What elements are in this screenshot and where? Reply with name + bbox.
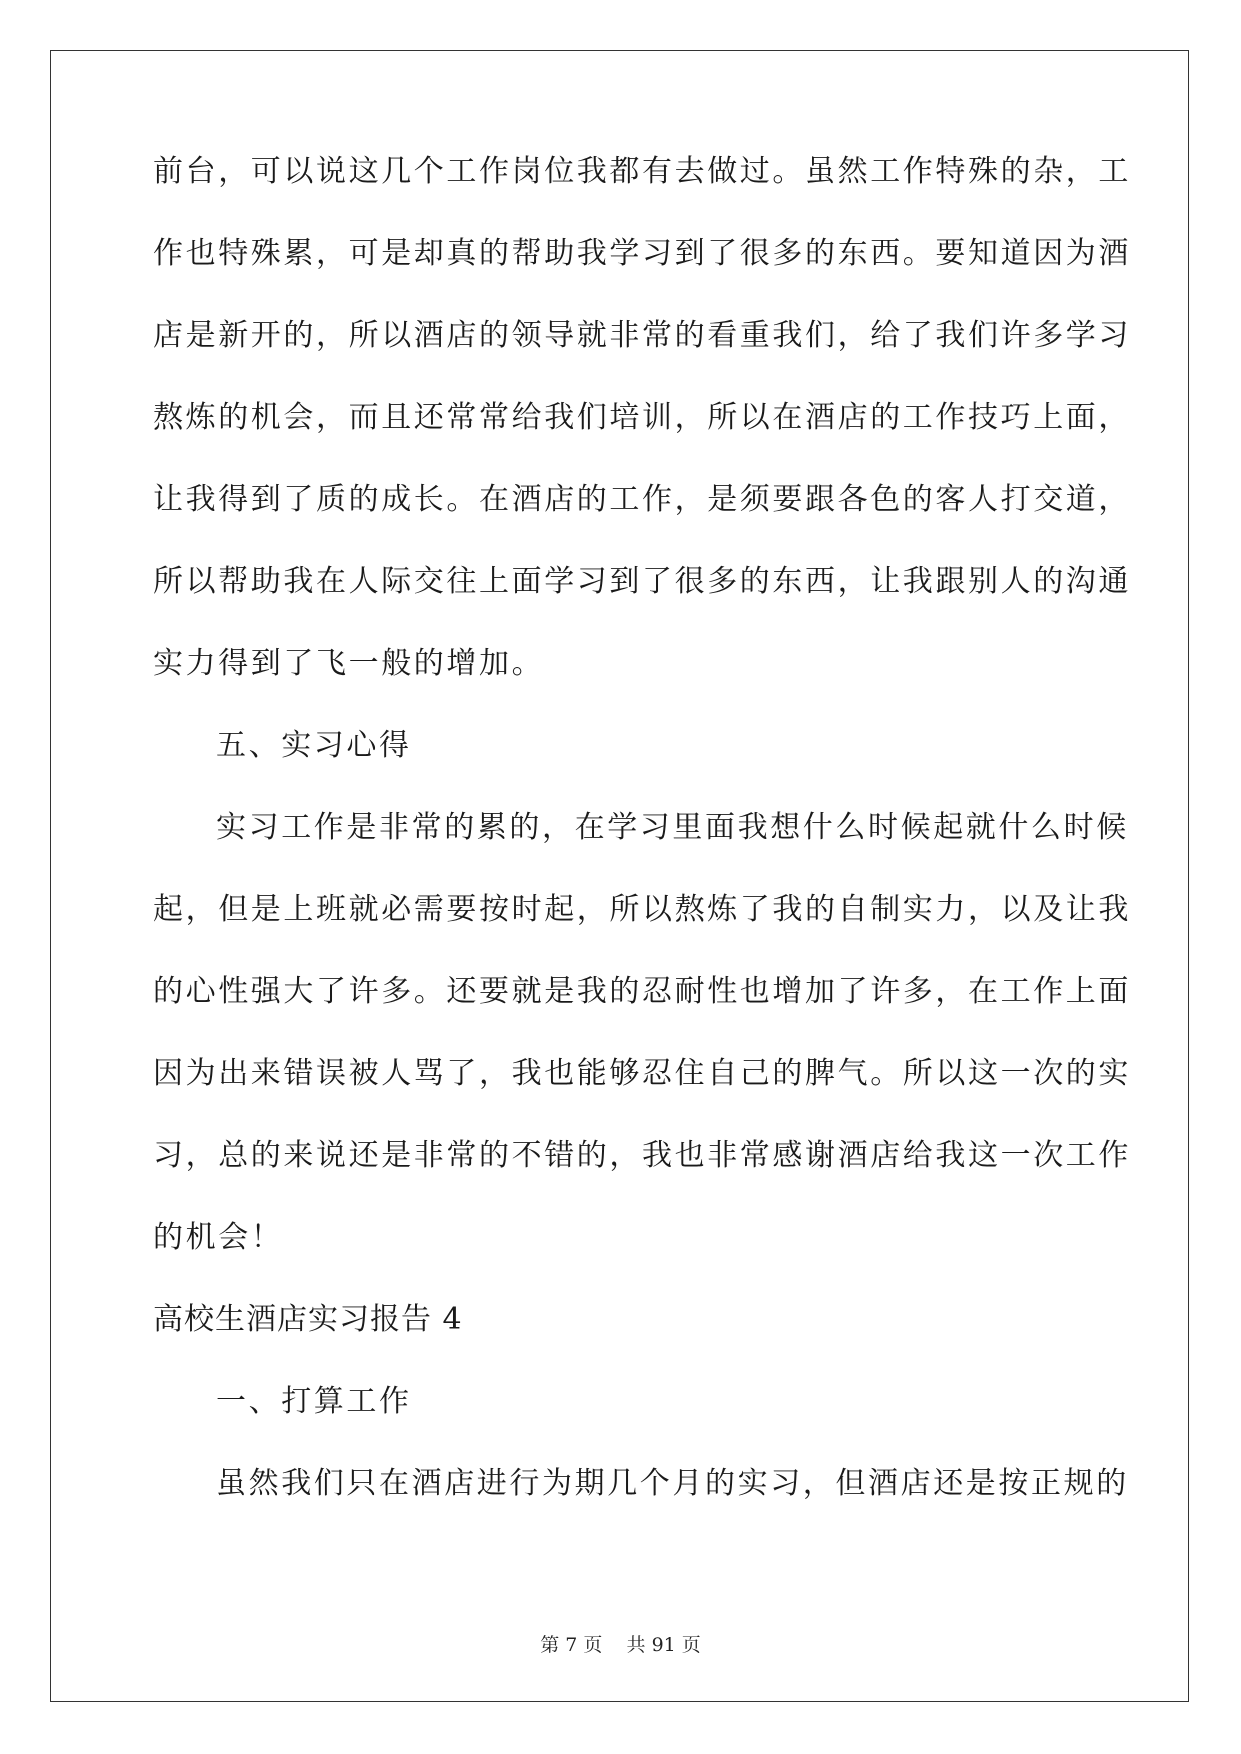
page-number: 第 7 页 xyxy=(540,1634,603,1656)
report-title: 高校生酒店实习报告 4 xyxy=(153,1302,463,1337)
body-line: 虽然我们只在酒店进行为期几个月的实习，但酒店还是按正规的 xyxy=(216,1466,1129,1501)
page-footer xyxy=(0,1630,1241,1657)
body-line: 所以帮助我在人际交往上面学习到了很多的东西，让我跟别人的沟通 xyxy=(153,564,1131,599)
total-pages: 共 91 页 xyxy=(626,1634,701,1656)
body-line: 的机会！ xyxy=(153,1220,284,1255)
body-line: 作也特殊累，可是却真的帮助我学习到了很多的东西。要知道因为酒 xyxy=(153,236,1131,271)
body-line: 实习工作是非常的累的，在学习里面我想什么时候起就什么时候 xyxy=(216,810,1129,845)
body-line: 店是新开的，所以酒店的领导就非常的看重我们，给了我们许多学习 xyxy=(153,318,1131,353)
section-heading: 一、打算工作 xyxy=(216,1384,412,1419)
body-line: 的心性强大了许多。还要就是我的忍耐性也增加了许多，在工作上面 xyxy=(153,974,1131,1009)
page-border xyxy=(50,50,1189,1702)
body-line: 习，总的来说还是非常的不错的，我也非常感谢酒店给我这一次工作 xyxy=(153,1138,1131,1173)
body-line: 前台，可以说这几个工作岗位我都有去做过。虽然工作特殊的杂，工 xyxy=(153,154,1131,189)
section-heading: 五、实习心得 xyxy=(216,728,412,763)
body-line: 起，但是上班就必需要按时起，所以熬炼了我的自制实力，以及让我 xyxy=(153,892,1131,927)
body-line: 让我得到了质的成长。在酒店的工作，是须要跟各色的客人打交道， xyxy=(153,482,1131,517)
body-line: 因为出来错误被人骂了，我也能够忍住自己的脾气。所以这一次的实 xyxy=(153,1056,1131,1091)
body-line: 实力得到了飞一般的增加。 xyxy=(153,646,545,681)
body-line: 熬炼的机会，而且还常常给我们培训，所以在酒店的工作技巧上面， xyxy=(153,400,1131,435)
